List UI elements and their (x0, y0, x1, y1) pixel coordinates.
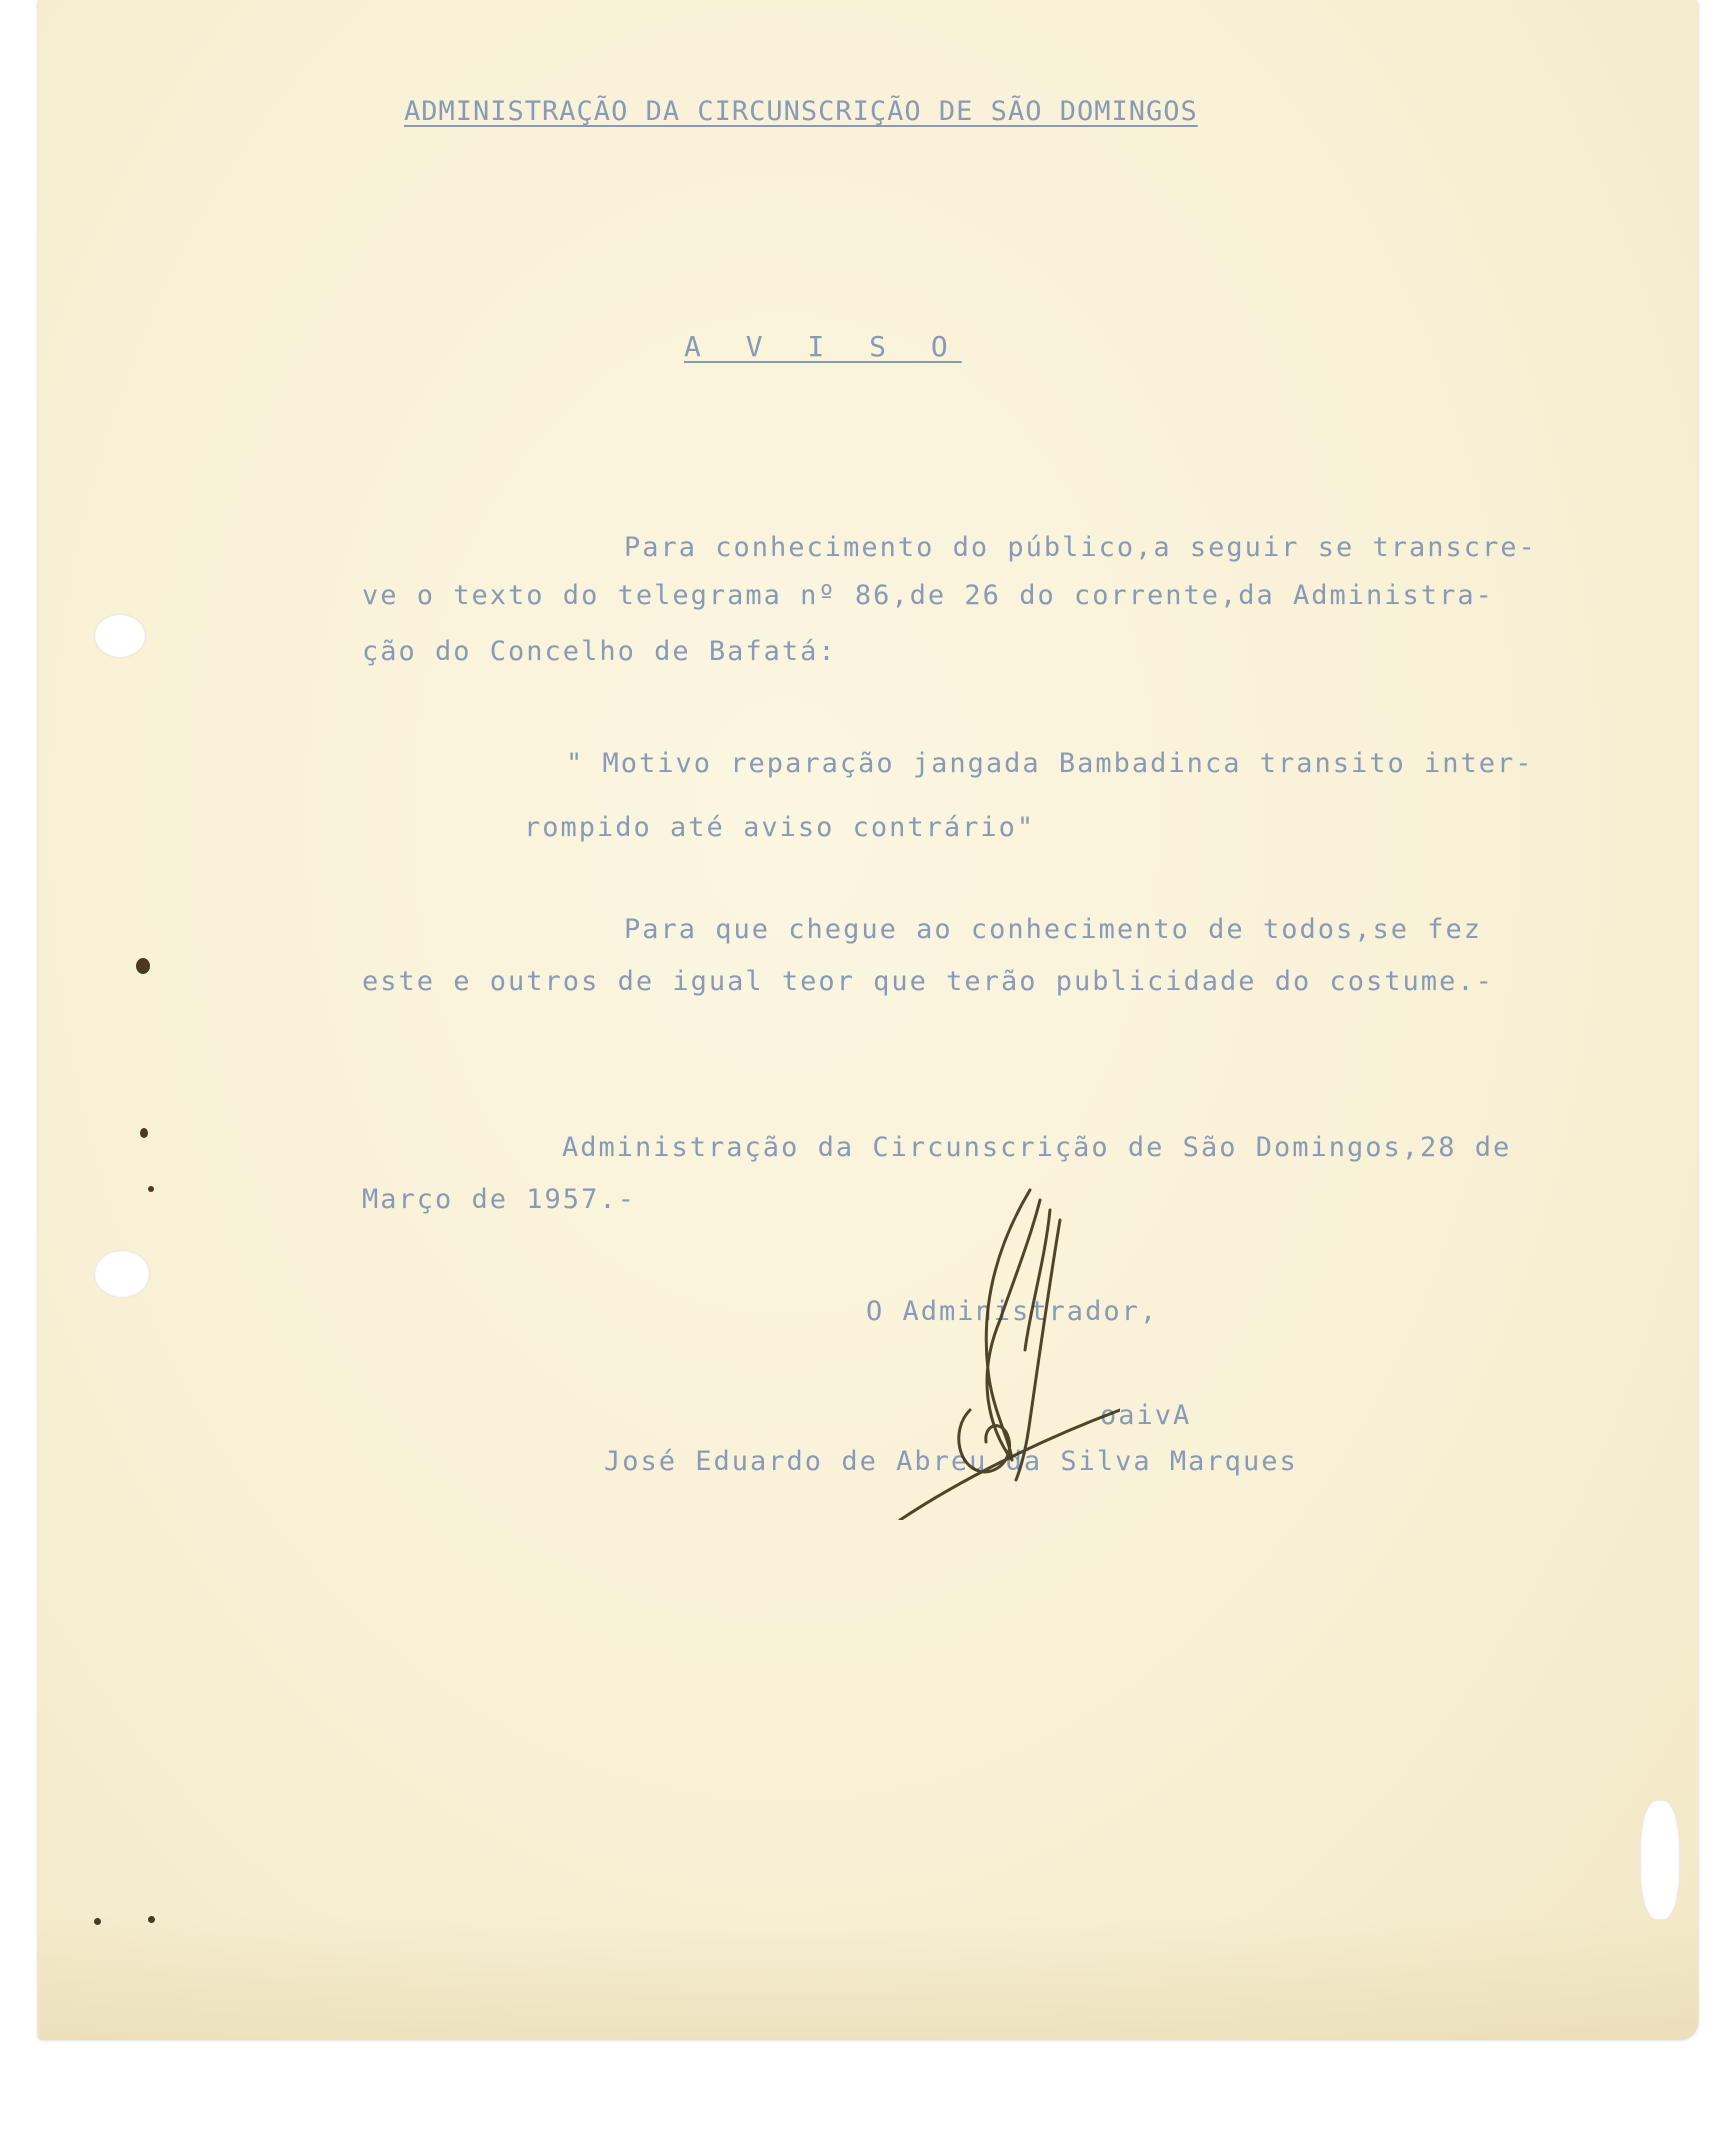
punch-hole-right (1640, 1800, 1680, 1920)
paragraph1-line2: ve o texto do telegrama nº 86,de 26 do corrente,da Administra- (362, 580, 1494, 611)
speck-3 (148, 1186, 154, 1192)
speck-5 (148, 1916, 155, 1923)
signatory-name: José Eduardo de Abreu da Silva Marques (604, 1446, 1298, 1477)
speck-4 (94, 1918, 101, 1925)
quote-line1: " Motivo reparação jangada Bambadinca transito inter- (566, 748, 1534, 779)
paragraph1-line1: Para conhecimento do público,a seguir se transcre- (624, 532, 1537, 563)
speck-1 (136, 958, 150, 974)
quote-line2: rompido até aviso contrário" (524, 812, 1036, 843)
paper-sheet (38, 0, 1698, 2040)
paper-fold-shadow (38, 1915, 1698, 2040)
signature-role: O Administrador, (866, 1296, 1159, 1327)
paragraph2-line1: Para que chegue ao conhecimento de todos,se fez (624, 914, 1483, 945)
signature-stray-text: oaivA (1100, 1400, 1192, 1431)
place-date-line2: Março de 1957.- (362, 1184, 636, 1215)
speck-2 (140, 1128, 148, 1138)
paragraph2-line2: este e outros de igual teor que terão publicidade do costume.- (362, 966, 1494, 997)
paragraph1-line3: ção do Concelho de Bafatá: (362, 636, 837, 667)
place-date-line1: Administração da Circunscrição de São Domingos,28 de (562, 1132, 1512, 1163)
punch-hole-top (94, 614, 146, 658)
punch-hole-middle (94, 1250, 150, 1298)
handwritten-signature (880, 1180, 1120, 1520)
document-title: A V I S O (684, 330, 962, 363)
document-header: ADMINISTRAÇÃO DA CIRCUNSCRIÇÃO DE SÃO DOMINGOS (404, 96, 1198, 127)
